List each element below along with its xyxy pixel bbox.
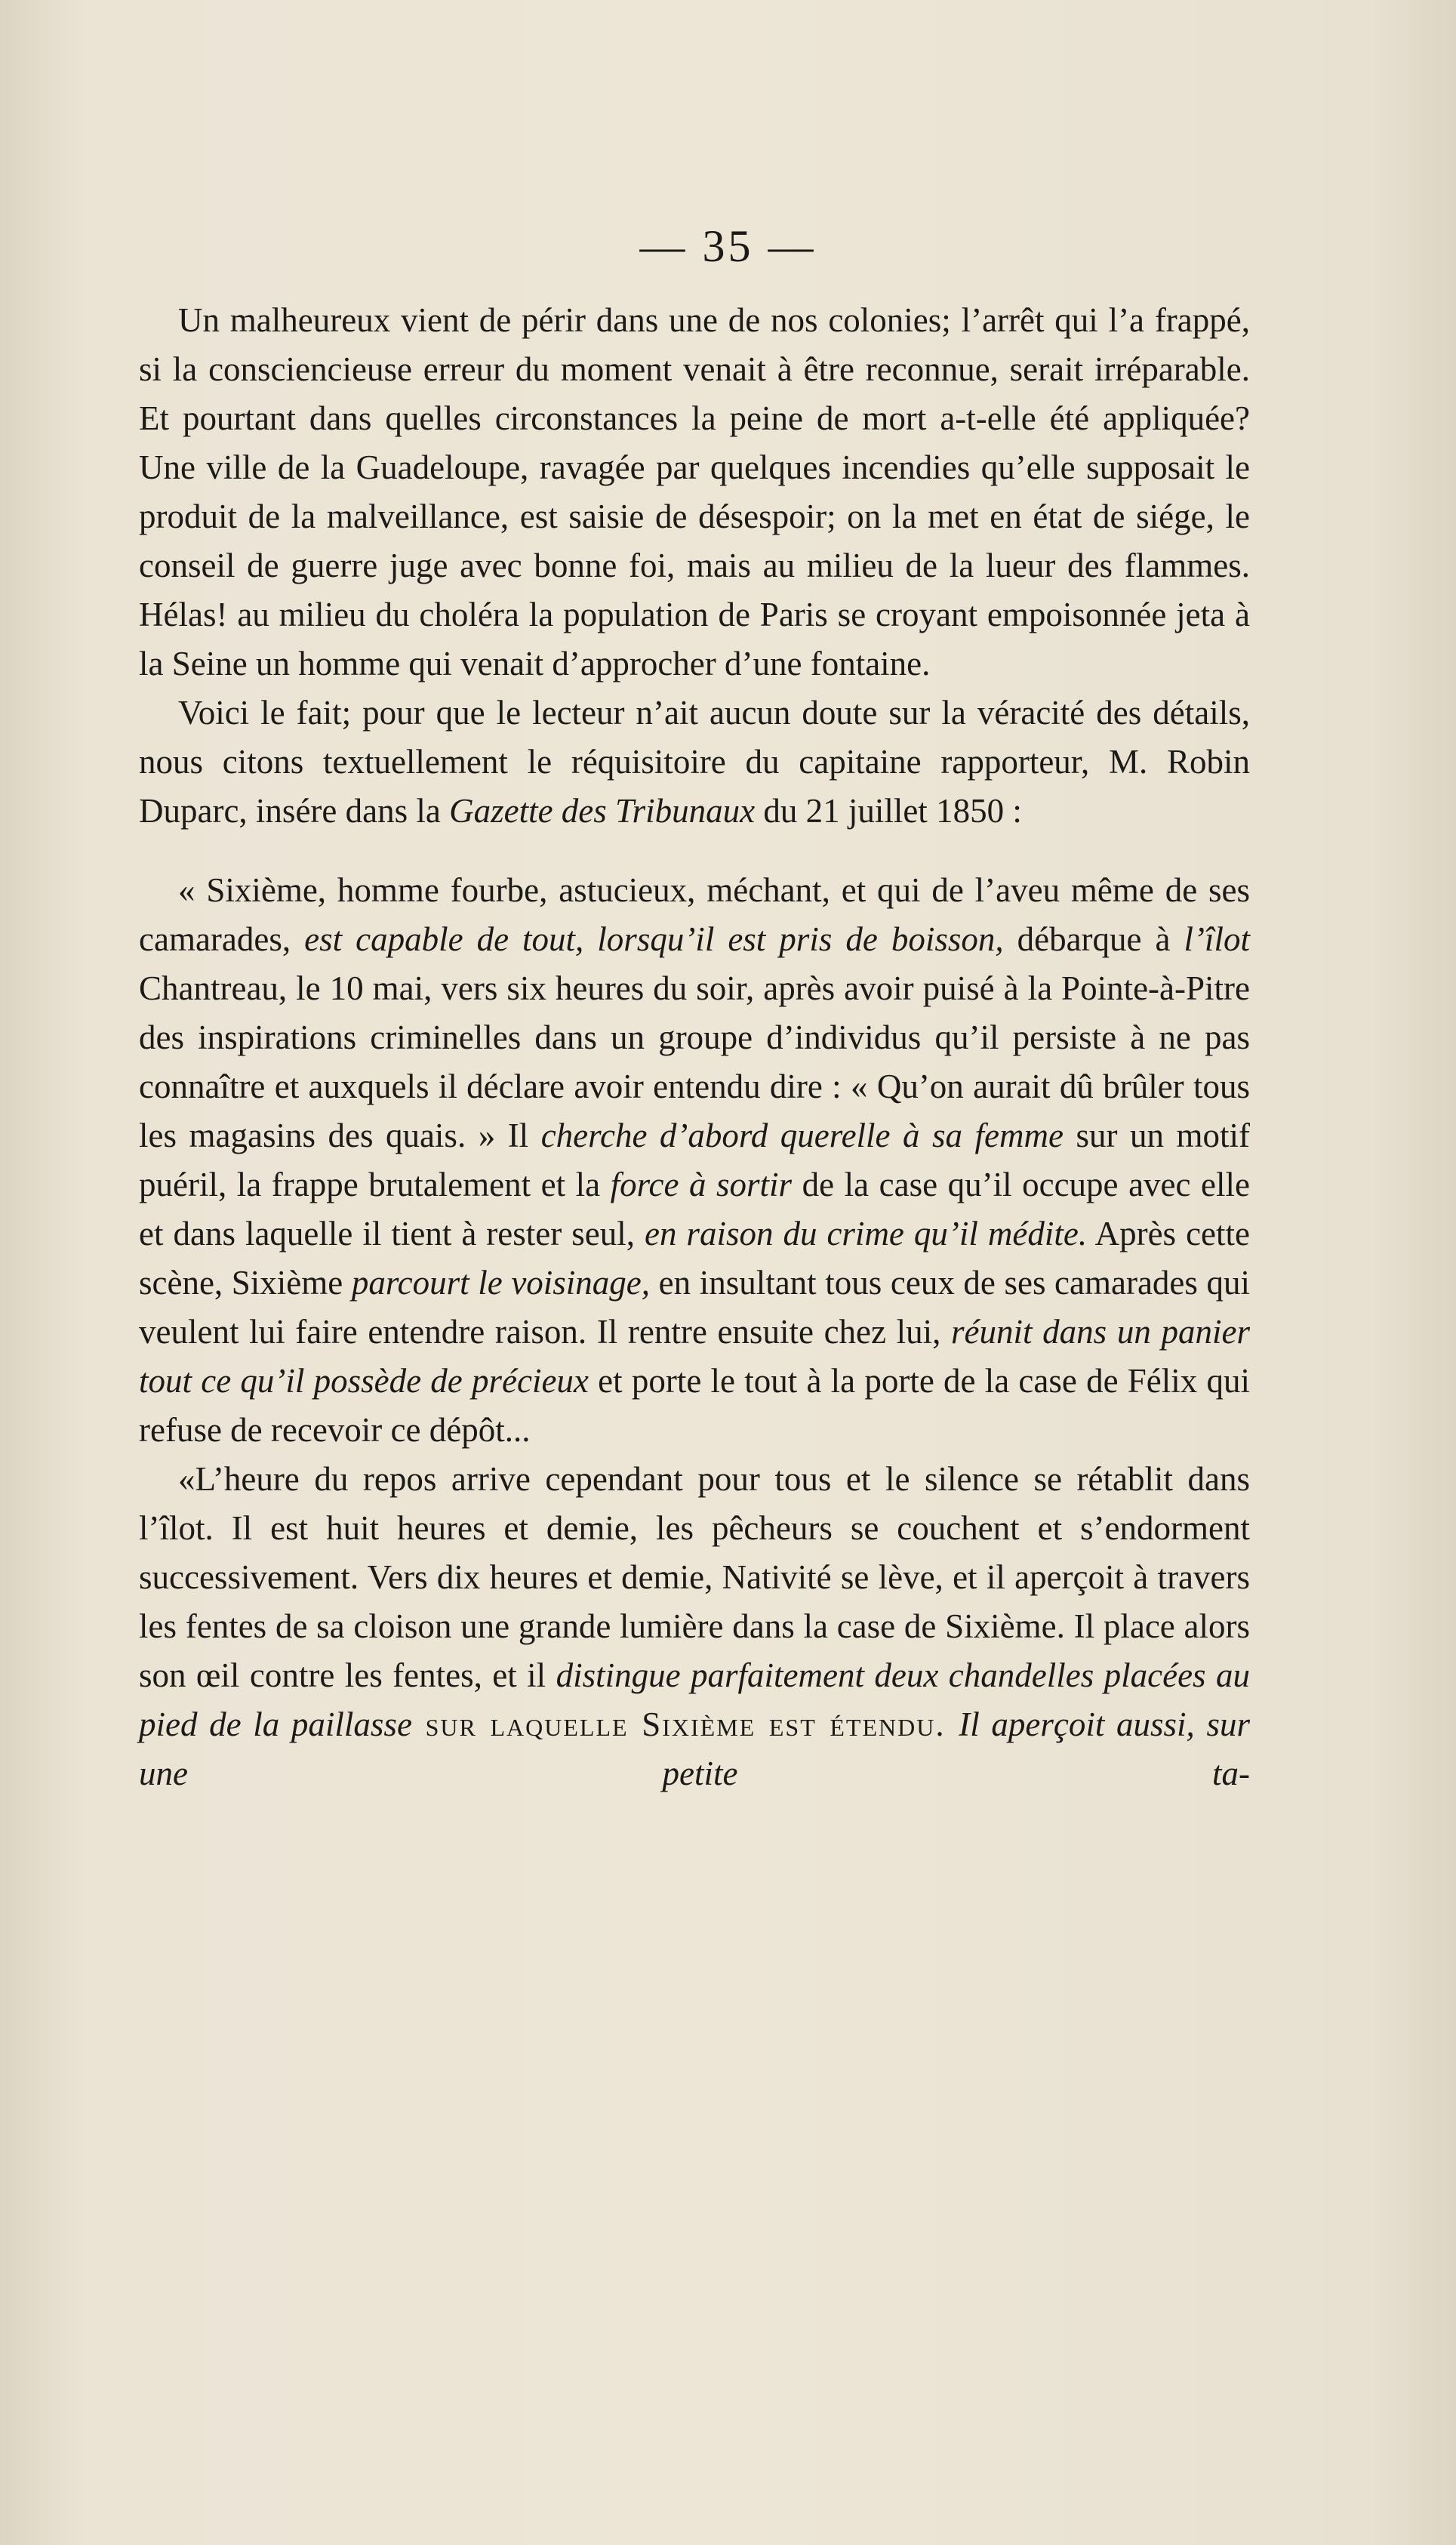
text-run: Chantreau, le 10 mai, vers six heures du soir, après avoir puisé à la Pointe-à-Pitre des inspirations criminelles dans un groupe d’individus qu’il persiste à ne pas connaître et auxquels il déclare avoir entendu dire : « Qu’on aurait dû brûler tous les magasins des quais. » Il [139,969,1250,1154]
paragraph-1 [139,296,1250,689]
text-run: du 21 juillet 1850 : [755,792,1022,830]
italic-text: en raison du crime qu’il médite. [644,1215,1088,1252]
text-run: sur un motif puéril, la frappe brutalement et la [139,1117,1250,1203]
italic-text: force à sortir [610,1166,793,1203]
italic-text: réunit dans un panier tout ce qu’il possède de précieux [139,1313,1250,1400]
text-run: Après cette scène, Sixième [139,1215,1250,1302]
paragraph-4 [139,1455,1250,1798]
italic-text: l’îlot [1184,920,1250,958]
text-run: de la case qu’il occupe avec elle et dans laquelle il tient à rester seul, [139,1166,1250,1252]
paragraph-3 [139,866,1250,1455]
paragraph-2 [139,689,1250,836]
italic-text: parcourt le voisinage, [351,1264,651,1302]
page-number: — 35 — [639,221,817,271]
italic-text: est capable de tout, lorsqu’il est pris de boisson, [304,920,1004,958]
text-run: Voici le fait; pour que le lecteur n’ait aucun doute sur la véracité des détails, nous citons textuellement le réquisitoire du capitaine rapporteur, M. Robin Duparc, insére dans la [139,694,1250,830]
small-caps-text: sur laquelle Sixième est étendu. [411,1705,959,1743]
text-run: Un malheureux vient de périr dans une de nos colonies; l’arrêt qui l’a frappé, si la consciencieuse erreur du moment venait à être reconnue, serait irréparable. Et pourtant dans quelles circonstances la peine de mort a-t-elle été appliquée? Une ville de la Guadeloupe, ravagée par quelques incendies qu’elle supposait le produit de la malveillance, est saisie de désespoir; on la met en état de siége, le conseil de guerre juge avec bonne foi, mais au milieu de la lueur des flammes. Hélas! au milieu du choléra la population de Paris se croyant empoisonnée jeta à la Seine un homme qui venait d’approcher d’une fontaine. [139,301,1250,682]
text-run: « Sixième, homme fourbe, astucieux, méchant, et qui de l’aveu même de ses camarades, [139,871,1250,958]
text-run: «L’heure du repos arrive cependant pour tous et le silence se rétablit dans l’îlot. Il est huit heures et demie, les pêcheurs se couchent et s’endorment successivement. Vers dix heures et demie, Nativité se lève, et il aperçoit à travers les fentes de sa cloison une grande lumière dans la case de Sixième. Il place alors son œil contre les fentes, et il [139,1460,1250,1694]
italic-text: distingue parfaitement deux chandelles placées au pied de la paillasse [139,1656,1250,1743]
text-run: en insultant tous ceux de ses camarades qui veulent lui faire entendre raison. Il rentre ensuite chez lui, [139,1264,1250,1351]
italic-text: Gazette des Tribunaux [449,792,756,830]
italic-text: Il aperçoit aussi, sur une petite ta- [139,1705,1250,1792]
italic-text: cherche d’abord querelle à sa femme [540,1117,1064,1154]
text-run: débarque à [1003,920,1184,958]
body-text [139,296,1250,1798]
text-run: et porte le tout à la porte de la case de Félix qui refuse de recevoir ce dépôt... [139,1362,1251,1449]
